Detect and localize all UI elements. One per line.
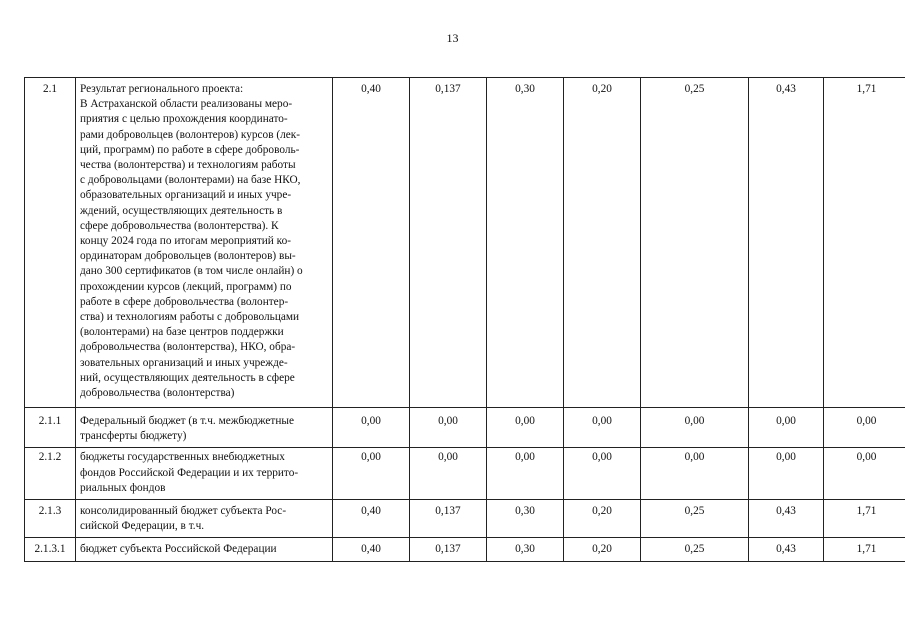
description-line: ства) и технологиям работы с добровольцами — [80, 311, 300, 324]
value-cell: 1,71 — [824, 78, 905, 408]
row-code: 2.1 — [25, 78, 76, 408]
value-cell: 0,137 — [410, 78, 487, 408]
description-line: добровольчества (волонтерства), НКО, обра- — [80, 341, 296, 354]
value-cell: 0,30 — [487, 538, 564, 562]
row-description — [76, 500, 333, 538]
value-cell: 0,20 — [564, 538, 641, 562]
value-cell: 0,30 — [487, 78, 564, 408]
value-cell: 0,43 — [749, 78, 824, 408]
description-line: добровольчества (волонтерства) — [80, 387, 235, 400]
row-description — [76, 538, 333, 562]
description-line: образовательных организаций и иных учре- — [80, 189, 292, 202]
value-cell: 0,00 — [749, 448, 824, 500]
value-cell: 0,25 — [641, 538, 749, 562]
row-code: 2.1.3 — [25, 500, 76, 538]
value-cell: 0,00 — [333, 448, 410, 500]
value-cell: 0,00 — [410, 448, 487, 500]
value-cell: 0,30 — [487, 500, 564, 538]
row-code: 2.1.1 — [25, 408, 76, 448]
value-cell: 0,00 — [564, 408, 641, 448]
description-line: концу 2024 года по итогам мероприятий ко- — [80, 235, 291, 248]
value-cell: 0,43 — [749, 500, 824, 538]
description-line: трансферты бюджету) — [80, 430, 187, 443]
description-line: ждений, осуществляющих деятельность в — [80, 204, 283, 217]
value-cell: 0,40 — [333, 500, 410, 538]
description-line: бюджет субъекта Российской Федерации — [80, 543, 277, 556]
value-cell: 0,00 — [487, 408, 564, 448]
value-cell: 0,20 — [564, 500, 641, 538]
description-line: консолидированный бюджет субъекта Рос- — [80, 505, 287, 518]
table-row — [25, 538, 905, 562]
value-cell: 0,00 — [333, 408, 410, 448]
value-cell: 0,137 — [410, 500, 487, 538]
value-cell: 0,137 — [410, 538, 487, 562]
table-row — [25, 448, 905, 500]
value-cell: 0,25 — [641, 78, 749, 408]
value-cell: 0,00 — [564, 448, 641, 500]
description-line: В Астраханской области реализованы меро- — [80, 98, 293, 111]
description-line: бюджеты государственных внебюджетных — [80, 451, 285, 464]
row-description — [76, 408, 333, 448]
value-cell: 0,00 — [824, 408, 905, 448]
table-row — [25, 408, 905, 448]
budget-table — [24, 77, 905, 562]
value-cell: 0,00 — [641, 408, 749, 448]
description-line: ний, осуществляющих деятельность в сфере — [80, 371, 295, 384]
description-line: приятия с целью прохождения координато- — [80, 113, 288, 126]
description-line: прохождении курсов (лекций, программ) по — [80, 280, 292, 293]
value-cell: 0,40 — [333, 538, 410, 562]
description-line: Федеральный бюджет (в т.ч. межбюджетные — [80, 415, 295, 427]
value-cell: 0,00 — [641, 448, 749, 500]
description-line: чества (волонтерства) и технологиям работы — [80, 159, 296, 172]
value-cell: 0,00 — [487, 448, 564, 500]
row-code: 2.1.2 — [25, 448, 76, 500]
description-line: риальных фондов — [80, 481, 166, 494]
value-cell: 0,40 — [333, 78, 410, 408]
description-line: зовательных организаций и иных учрежде- — [80, 356, 288, 369]
description-line: ций, программ) по работе в сфере доброволь- — [80, 143, 300, 156]
description-line: фондов Российской Федерации и их террито- — [80, 466, 299, 479]
value-cell: 1,71 — [824, 538, 905, 562]
table-row — [25, 78, 905, 408]
value-cell: 1,71 — [824, 500, 905, 538]
description-line: рами добровольцев (волонтеров) курсов (лек- — [80, 128, 301, 141]
value-cell: 0,43 — [749, 538, 824, 562]
table-row — [25, 500, 905, 538]
value-cell: 0,25 — [641, 500, 749, 538]
description-line: с добровольцами (волонтерами) на базе НКО, — [80, 174, 301, 187]
page-number: 13 — [446, 31, 459, 45]
value-cell: 0,20 — [564, 78, 641, 408]
description-line: сийской Федерации, в т.ч. — [80, 520, 205, 533]
value-cell: 0,00 — [824, 448, 905, 500]
row-description — [76, 78, 333, 408]
value-cell: 0,00 — [410, 408, 487, 448]
row-code: 2.1.3.1 — [25, 538, 76, 562]
description-line: (волонтерами) на базе центров поддержки — [80, 326, 284, 339]
description-line: сфере добровольчества (волонтерства). К — [80, 219, 279, 232]
description-line: Результат регионального проекта: — [80, 83, 244, 95]
value-cell: 0,00 — [749, 408, 824, 448]
description-line: дано 300 сертификатов (в том числе онлайн) о — [80, 265, 303, 278]
row-description — [76, 448, 333, 500]
description-line: работе в сфере добровольчества (волонтер- — [80, 295, 289, 308]
description-line: ординаторам добровольцев (волонтеров) вы- — [80, 250, 296, 263]
